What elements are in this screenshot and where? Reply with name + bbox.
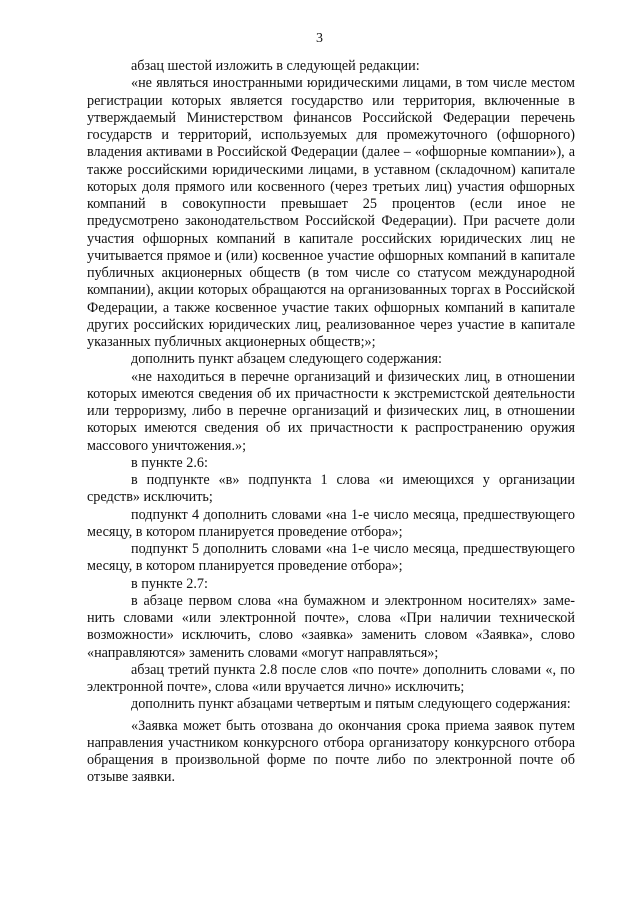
paragraph: «не находиться в перечне организаций и физических лиц, в отношении которых имеются сведения об их причастности к экстремистской деятельности или терроризму, либо в перечне организаций и физических лиц, в отношении которых имеются сведения об их причастности к распространению оружия массового уничтожения.»; [87, 368, 575, 454]
paragraph: в пункте 2.7: [131, 575, 208, 592]
paragraph: в абзаце первом слова «на бумажном и электронном носителях» заменить словами «или электронной почте», слова «При наличии технической возможности» исключить, слово «заявка» заменить словом «Заявка», слово «направляются» заменить словами «могут направляться»; [87, 592, 575, 661]
paragraph: в подпункте «в» подпункта 1 слова «и имеющихся у организации средств» исключить; [87, 472, 575, 506]
paragraph: дополнить пункт абзацами четвертым и пятым следующего содержания: [131, 696, 571, 713]
paragraph: «не являться иностранными юридическими лицами, в том числе местом регистрации которых является государство или территория, включенные в утверждаемый Министерством финансов Российской Федерации перечень государств и территорий, используемых для промежуточного (офшорного) владения активами в Российской Федерации (далее – «офшорные компании»), а также российскими юридическими лицами, в уставном (складочном) капитале которых доля прямого или косвенного (через третьих лиц) участия офшорных компаний в совокупности превышает 25 процентов (если иное не предусмотрено законодательством Российской Федерации). При расчете доли участия офшорных компаний в капитале российских юридических лиц не учитывается прямое и (или) косвенное участие офшорных компаний в капитале публичных акционерных обществ (в том числе со статусом международной компании), акции которых обращаются на организованных торгах в Российской Федерации, а также косвенное участие таких офшорных компаний в капитале других российских юридических лиц, реализованное через участие в капитале указанных публичных акционерных обществ;»; [87, 75, 575, 350]
paragraph: абзац третий пункта 2.8 после слов «по почте» дополнить словами «, по электронной почте», слова «или вручается лично» исключить; [87, 661, 575, 695]
paragraph: в пункте 2.6: [131, 454, 208, 471]
paragraph: дополнить пункт абзацем следующего содержания: [131, 351, 442, 368]
paragraph: «Заявка может быть отозвана до окончания срока приема заявок путем направления участником конкурсного отбора организатору конкурсного отбора обращения в произвольной форме по почте либо по электронной почте об отзыве заявки. [87, 717, 575, 786]
page-number: 3 [316, 31, 323, 46]
document-body [87, 58, 575, 787]
paragraph: подпункт 4 дополнить словами «на 1-е число месяца, предшествующего месяцу, в котором планируется проведение отбора»; [87, 506, 575, 540]
paragraph: абзац шестой изложить в следующей редакции: [131, 58, 420, 74]
paragraph: подпункт 5 дополнить словами «на 1-е число месяца, предшествующего месяцу, в котором планируется проведение отбора»; [87, 541, 575, 575]
